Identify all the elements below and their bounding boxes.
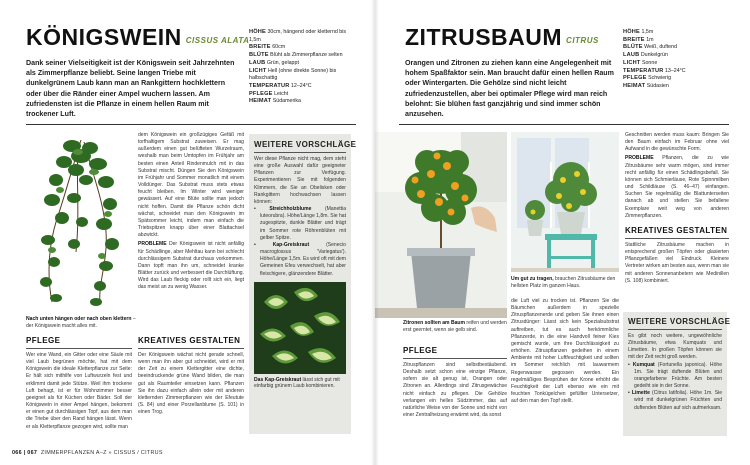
left-weitere-item: • Streichholzblume (Manettia luteorubra). Höhe/Länge 1,8m. Sie hat zugespitzte, dunkle Blätter und trägt im Sommer rote Röhrenblüten mit gelber Spitze. bbox=[254, 206, 346, 242]
left-box-caption: Das Kap-Greiskraut lässt sich gut mit einfarbig grünem Laub kombinieren. bbox=[254, 376, 340, 390]
right-page bbox=[375, 0, 750, 465]
left-latin-name: CISSUS ALATA bbox=[185, 36, 250, 45]
right-weitere-text: Es gibt noch weitere, ungewöhnliche Zitrusbäume, etwa Kumquats und Limetten. In großen Töpfen können sie mit der Zeit recht groß werden. bbox=[628, 333, 722, 361]
fact-row: HÖHE 1,5m bbox=[623, 29, 654, 35]
right-latin-name: CITRUS bbox=[566, 36, 599, 45]
left-col2 bbox=[138, 132, 244, 291]
right-col3-text: Geschnitten werden muss kaum: Bringen Sie den Baum einfach im Februar ohne viel Aufwand in die gewünschte Form. bbox=[625, 132, 729, 153]
fact-row: BREITE 60cm bbox=[249, 44, 286, 51]
right-pflege-text: Zitruspflanzen sind selbstbestäubend. Deshalb setzt schon eine einzige Pflanze, sofern sie alt genug ist, Orangen oder Zitronen an. Allerdings sind Zitrusgewächse nicht einfach zu pflegen. Die Gehölze verlangen ein helles Südzimmer, das auf natürliche Weise von der Sonne und nicht von einer Zentralheizung erwärmt wird, da sonst bbox=[403, 362, 507, 419]
cissus-plant-photo bbox=[26, 132, 136, 312]
left-problems: PROBLEME Der Königswein ist nicht anfällig für Schädlinge, aber Mehltau kann bei schlecht durchlässigem Substrat durchaus vorkommen. Dann topft man ihn um, schneidet kranke Blätter zurück und verbessert die Durchlüftung. Wird das Laub fleckig oder rollt sich ein, liegt das meist an zu wenig Wasser. bbox=[138, 241, 244, 291]
left-title-block bbox=[26, 26, 249, 50]
fact-row: LAUB Grün, gelappt bbox=[249, 59, 299, 66]
right-pflege-heading: PFLEGE bbox=[403, 346, 507, 359]
left-photo-caption: Nach unten hängen oder nach oben klettern – der Königswein macht alles mit. bbox=[26, 316, 136, 329]
book-gutter bbox=[371, 0, 379, 465]
left-col2-text: dem Königswein ein großzügiges Gefäß mit torfhaltigem Substrat zuweisen. Er mag außerdem einen gut belüfteten Wurzelraum, weshalb man beim Umtopfen im Frühjahr am besten einen Anteil Rindenmulch mit in das Substrat mischt. Düngen Sie den Königswein im Frühjahr und Sommer monatlich mit einem Volldünger. Das Substrat muss stets etwas feucht bleiben. Im Winter wird weniger gewässert. Auf eine Blüte sollte man jedoch nicht hoffen. Damit die Pflanze schön dicht wächst, schneidet man den Königswein im Spätsommer leicht, indem man einfach die Triebspitzen knapp über einer Blattachsel abzwickt. bbox=[138, 132, 244, 239]
left-pflege-section bbox=[26, 336, 132, 431]
fact-row: HEIMAT Südasien bbox=[623, 82, 669, 89]
lemon-tree-photo bbox=[511, 132, 619, 272]
fact-row: PFLEGE Schwierig bbox=[623, 75, 672, 82]
fact-row: HEIMAT Südamerika bbox=[249, 98, 301, 105]
right-factsheet bbox=[623, 29, 723, 91]
fact-row: LICHT Hell (ohne direkte Sonne) bis halbschattig bbox=[249, 67, 337, 82]
senecio-photo bbox=[254, 282, 346, 374]
right-pflege-section bbox=[403, 346, 507, 419]
right-photo2-caption: Um gut zu tragen, brauchen Zitrusbäume den hellsten Platz im ganzen Haus. bbox=[511, 276, 616, 289]
right-kreatives-text: Stattliche Zitrusbäume machen in entsprechend großen Töpfen oder glasierten Pflanzgefäßen viel Eindruck. Kleinere Vertreter wirken am besten aus, wenn man sie mit anderen Sonnenanbetern wie Medinillen (S. 108) kombiniert. bbox=[625, 241, 729, 284]
divider bbox=[399, 124, 729, 125]
divider bbox=[26, 124, 356, 125]
left-weitere-text: Wer diese Pflanze nicht mag, dem steht eine große Auswahl dafür geeigneter Pflanzen zur Verfügung. Experimentieren Sie mit folgenden Klimmern, die Sie an Obelisken oder Rankgittern hochwachsen lassen können: bbox=[254, 156, 346, 205]
fact-row: BLÜTE Weiß, duftend bbox=[623, 44, 678, 51]
right-problems: PROBLEME Pflanzen, die zu wie Zitrusbäume sehr warm mögen, sind immer recht anfällig für einen Schädlingsbefall. Sie können sich Schmierläuse, Rote Spinnmilben und Schildläuse (S. 46–47) einfangen. Suchen Sie regelmäßig die Blattunterseiten danach ab und stellen Sie befallene Exemplare weit weg von anderen Zimmerpflanzen. bbox=[625, 155, 729, 219]
right-page-title: ZITRUSBAUM bbox=[405, 24, 563, 50]
right-weitere-item: • Kumquat (Fortunella japonica). Höhe 1m. Sie trägt duftende Blüten und orangefarbene Früchte. Am besten gedeiht sie in der Sonne. bbox=[628, 362, 722, 391]
right-intro: Orangen und Zitronen zu ziehen kann eine Angelegenheit mit hohem Spaßfaktor sein. Man braucht dafür einen hellen Raum oder Wintergarten. Die Gehölze sind nicht leicht zufriedenzustellen, aber bei optimaler Pflege wird man reich belohnt: Sie blühen fast ganzjährig und sind immer schön anzusehen. bbox=[405, 59, 614, 119]
right-col2-text: die Luft viel zu trocken ist. Pflanzen Sie die Bäumchen außerdem in spezielle Zitruspflanzenerde und geben Sie ihnen einen Zitrusdünger: Lässt sich kein Spezialsubstrat auftreiben, tut es auch herkömmliche Pflanzerde, in die eine Handvoll feiner Kies gemischt wurde, um ihre Durchlässigkeit zu erhöhen. Zitruspflanzen gedeihen in einem Ambiente mit hoher Luftfeuchtigkeit und sollten im Sommer reichlich mit lauwarmem Regenwasser gegossen werden. Ein regelmäßiges Besprühen der Krone erhöht die Feuchtigkeit der Luft ebenso wie ein mit feuchten Tonkügelchen gefüllter Untersetzer, auf den man den Topf stellt. bbox=[511, 298, 619, 405]
left-pflege-heading: PFLEGE bbox=[26, 336, 132, 349]
fact-row: PFLEGE Leicht bbox=[249, 90, 289, 97]
right-kreatives-heading: KREATIVES GESTALTEN bbox=[625, 226, 729, 239]
left-weitere-item: • Kap-Greiskraut (Senecio macroglossus 'Variegatus'). Höhe/Länge 1,5m. Es wird oft mit dem Gemeinen Efeu verwechselt, hat aber fleischigere, glänzendere Blätter. bbox=[254, 242, 346, 278]
right-weitere-heading: WEITERE VORSCHLÄGE bbox=[628, 317, 722, 330]
fact-row: LAUB Dunkelgrün bbox=[623, 52, 668, 59]
left-kreatives-section bbox=[138, 336, 244, 416]
folio: 066 | 067 ZIMMERPFLANZEN A–Z » CISSUS / CITRUS bbox=[12, 450, 163, 456]
left-weitere-heading: WEITERE VORSCHLÄGE bbox=[254, 140, 346, 153]
left-page-title: KÖNIGSWEIN bbox=[26, 24, 182, 50]
right-title-block bbox=[405, 26, 599, 50]
fact-row: TEMPERATUR 13–24°C bbox=[623, 67, 686, 74]
fact-row: HÖHE 30cm, hängend oder kletternd bis 1,5m bbox=[249, 29, 347, 43]
right-weitere-box bbox=[623, 312, 731, 436]
orange-tree-photo bbox=[375, 132, 507, 318]
right-weitere-item: • Limette (Citrus latifolia). Höhe 1m. Sie wird mit dunkelgrünen Früchten und duftenden Blüten auf sich aufmerksam. bbox=[628, 390, 722, 411]
right-col3 bbox=[625, 132, 729, 285]
fact-row: TEMPERATUR 12–24°C bbox=[249, 82, 312, 89]
left-kreatives-heading: KREATIVES GESTALTEN bbox=[138, 336, 244, 349]
left-intro: Dank seiner Vielseitigkeit ist der Königswein seit Jahrzehnten als Zimmerpflanze beliebt. Seine langen Triebe mit dunkelgrünem Laub kann man an Rankgittern hochklettern oder über die Ränder einer Ampel wuchern lassen. Am zufriedensten ist die Pflanze in einem hellen Raum mit trockener Luft. bbox=[26, 59, 235, 119]
left-kreatives-text: Der Königswein wächst nicht gerade schnell, wenn man ihn aber gut schneidet, wird er mit der Zeit zu einem Klettergitter eine dichte, beeindruckende grüne Wand bilden, die man gut als Raumteiler einsetzen kann. Pflanzen Sie ihn dazu einfach allein oder mit anderen kletternden Zimmerpflanzen wie der Efeutute (S. 84) und einer Porzellanblume (S. 101) in einen Trog. bbox=[138, 352, 244, 416]
left-pflege-text: Wer eine Wand, ein Gitter oder eine Säule mit viel Laub begrünen möchte, hat mit dem Königswein die ideale Kletterpflanze zur Seite: Er hält sich mithilfe von Luftwurzeln fest und erklimmt damit jede Stütze. Weil ihm trockene Luft behagt, ist er für Wohnzimmer besser geeignet als für Küchen oder Bäder. Soll der Königswein in einer Ampel hängen, bekommt er einen gut durchlässigen Topf, aus dem man die Triebe über den Rand hängen lässt. Wenn er als Kletterpflanze gezogen wird, sollte man bbox=[26, 352, 132, 430]
fact-row: BLÜTE Blüht als Zimmerpflanze selten bbox=[249, 52, 343, 59]
left-weitere-box bbox=[249, 134, 357, 434]
fact-row: BREITE 1m bbox=[623, 36, 654, 43]
left-factsheet bbox=[249, 29, 353, 106]
fact-row: LICHT Sonne bbox=[623, 59, 658, 66]
right-photo1-caption: Zitronen sollten am Baum reifen und werden erst geerntet, wenn sie gelb sind. bbox=[403, 320, 507, 333]
